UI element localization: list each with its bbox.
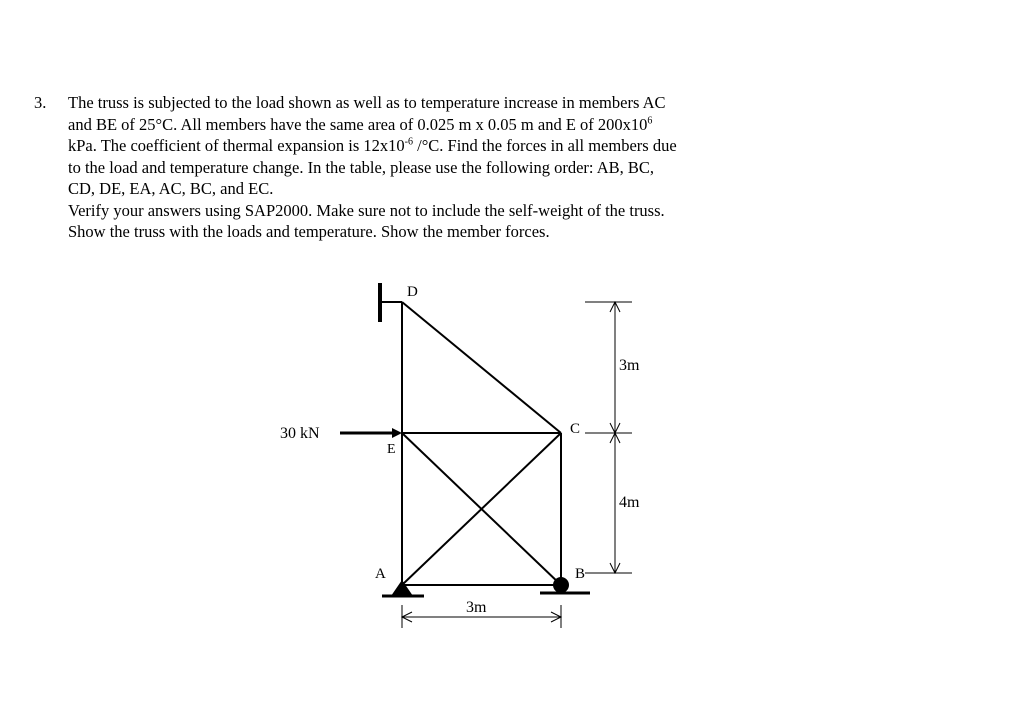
node-label-a: A — [375, 566, 386, 582]
problem-line-6: Verify your answers using SAP2000. Make sure not to include the self-weight of the truss. — [68, 200, 665, 220]
dim-lower-label: 4m — [619, 494, 640, 511]
problem-line-4: to the load and temperature change. In the table, please use the following order: AB, BC, — [68, 157, 655, 177]
vertical-dimensions — [585, 302, 632, 573]
problem-line-3-tail: /°C. Find the forces in all members due — [412, 136, 677, 155]
support-d — [380, 283, 402, 322]
problem-line-5: CD, DE, EA, AC, BC, and EC. — [68, 179, 274, 198]
problem-number: 3. — [34, 93, 47, 112]
node-label-c: C — [570, 421, 581, 437]
load-label: 30 kN — [280, 425, 320, 442]
pin-support-a — [382, 580, 424, 596]
dim-upper-label: 3m — [619, 357, 640, 374]
problem-line-1: The truss is subjected to the load shown as well as to temperature increase in members AC — [68, 93, 666, 112]
exponent-minus-6: -6 — [404, 136, 413, 148]
exponent-6: 6 — [647, 115, 653, 126]
problem-line-2-text: and BE of 25°C. All members have the same area of 0.025 m x 0.05 m and E of 200x10 — [68, 114, 648, 134]
node-label-e: E — [387, 442, 396, 457]
node-label-d: D — [407, 284, 418, 300]
dim-width-label: 3m — [466, 599, 487, 616]
problem-line-7: Show the truss with the loads and temperature. Show the member forces. — [68, 222, 550, 241]
node-label-b: B — [575, 566, 586, 582]
load-arrow — [340, 428, 402, 438]
member-dc — [402, 302, 561, 433]
problem-line-3-text: kPa. The coefficient of thermal expansion is 12x10 — [68, 136, 405, 155]
